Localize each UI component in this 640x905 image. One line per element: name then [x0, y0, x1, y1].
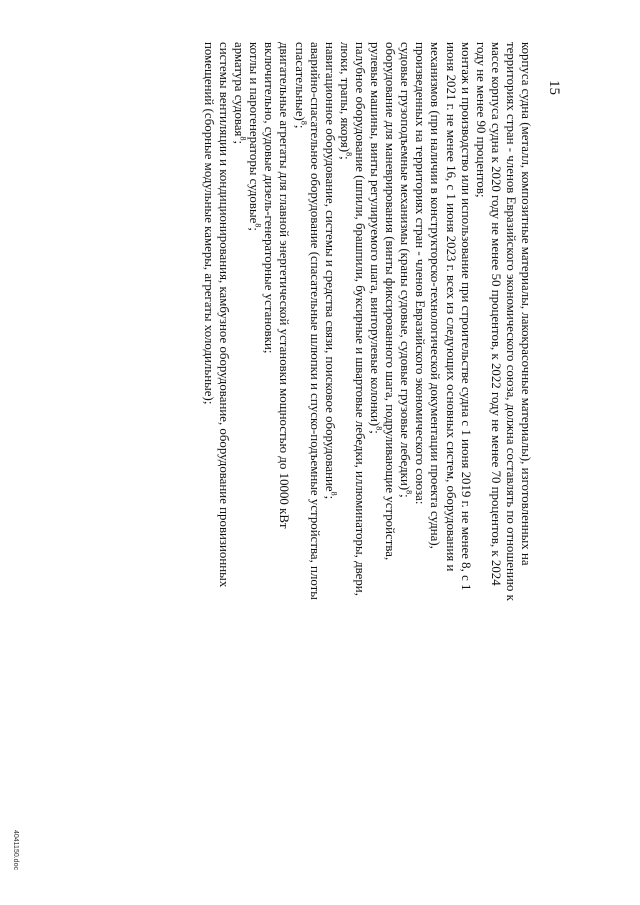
- paragraph-text: оборудование для маневрирования (винты фиксированного шага, подруливающие устройства, рулевые машины, винты регулируемого шага, винторулевые колонки): [368, 42, 398, 561]
- paragraph-text: аварийно-спасательное оборудование (спасательные шлюпки и спуско-подъемные устройства, плоты спасательные): [292, 42, 322, 600]
- list-item-deck-equipment: [337, 42, 367, 602]
- list-item-fittings: [231, 42, 246, 602]
- paragraph-tail: ;: [232, 140, 247, 145]
- footnote-ref: 8: [298, 120, 308, 125]
- paragraph-hull-materials: [473, 42, 533, 602]
- paragraph-text: системы вентиляции и кондиционирования, камбузное оборудование, оборудование провизионных помещений (сборные модульные камеры, агрегаты холодильные);: [202, 42, 232, 588]
- footnote-ref: 8: [404, 490, 414, 495]
- footnote-ref: 8: [344, 152, 354, 157]
- paragraph-installation-requirements: [412, 42, 472, 602]
- list-item-engines: [261, 42, 291, 602]
- paragraph-tail: ;: [337, 156, 352, 160]
- footnote-ref: 8: [374, 426, 384, 431]
- paragraph-tail: ;: [247, 227, 262, 231]
- page-number: 15: [546, 80, 562, 95]
- list-item-maneuvering-equipment: [367, 42, 397, 602]
- footnote-ref: 8: [329, 491, 339, 496]
- list-item-ventilation: [201, 42, 231, 602]
- document-file-code: 4041150.doc: [12, 830, 19, 870]
- paragraph-text: корпуса судна (металл, композитные материалы, лакокрасочные материалы), изготовленных на территориях стран - членов Евразийского экономического союза, должна составлять по отношению к массе корпуса судна к 2020 году не менее 50 процентов, к 2022 году не менее 70 процентов, к 2024 году не менее 90 процентов;: [473, 42, 533, 601]
- document-body: [201, 42, 533, 602]
- list-item-boilers: [246, 42, 261, 602]
- footnote-ref: 8: [238, 136, 248, 141]
- paragraph-tail: ;: [398, 494, 413, 498]
- paragraph-tail: ;: [292, 124, 307, 129]
- list-item-navigation-equipment: [322, 42, 337, 602]
- list-item-rescue-equipment: [292, 42, 322, 602]
- paragraph-tail: ;: [368, 430, 383, 434]
- footnote-ref: 8: [253, 223, 263, 228]
- paragraph-text: котлы и парогенераторы судовые: [247, 42, 262, 224]
- paragraph-text: навигационное оборудование, системы и средства связи, поисковое оборудование: [322, 42, 337, 492]
- paragraph-text: двигательные агрегаты для главной энергетической установки мощностью до 10000 кВт включительно, судовые дизель-генераторные установки;: [262, 42, 292, 529]
- paragraph-text: арматура судовая: [232, 42, 247, 137]
- paragraph-tail: ;: [322, 495, 337, 500]
- paragraph-text: монтаж и производство или использование при строительстве судна с 1 июня 2019 г. не менее 8, с 1 июня 2021 г. не менее 16, с 1 июня 2023 г. всех из следующих основных систем, оборудования и механизмов (при наличии в конструкторско-технологической документации проекта судна), произведенных на территориях стран - членов Евразийского экономического союза:: [413, 42, 473, 591]
- paragraph-text: судовые грузоподъемные механизмы (краны судовые, судовые грузовые лебедки): [398, 42, 413, 491]
- paragraph-text: палубное оборудование (шпили, брашпили, буксирные и швартовые лебедки, иллюминаторы, двери, люки, трапы, якоря): [337, 42, 367, 596]
- list-item-lifting-mechanisms: [397, 42, 412, 602]
